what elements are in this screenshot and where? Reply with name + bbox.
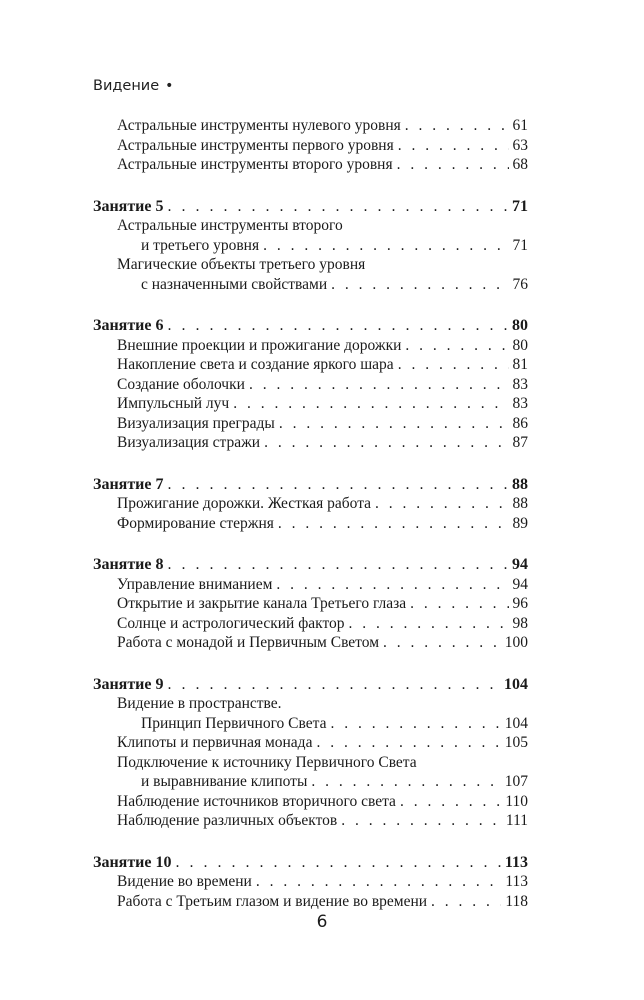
toc-page-number: 71 [512,197,528,215]
toc-chapter-entry [93,555,528,575]
toc-chapter-entry [93,197,528,217]
toc-entry [93,733,528,753]
dot-leader [278,514,509,534]
dot-leader [405,336,508,356]
toc-entry [93,494,528,514]
toc-chapter-entry [93,475,528,495]
toc-entry [93,811,528,831]
toc-entry-title: с назначенными свойствами [141,275,328,293]
dot-leader [264,433,508,453]
toc-entry [93,336,528,356]
header-bullet: • [165,78,174,94]
dot-leader [276,575,508,595]
toc-page-number: 100 [504,634,528,651]
section-gap [93,533,528,555]
dot-leader [316,733,500,753]
toc-entry-title: Астральные инструменты второго уровня [117,156,393,173]
toc-page-number: 86 [512,414,528,432]
toc-page-number: 63 [512,136,528,154]
toc-entry-title: Астральные инструменты первого уровня [117,136,394,154]
toc-entry-title: Занятие 8 [93,556,164,573]
toc-entry-title: и выравнивание клипоты [141,773,308,790]
dot-leader [398,355,509,375]
dot-leader [168,197,509,217]
toc-entry [93,694,528,714]
toc-page-number: 71 [512,236,528,254]
toc-entry-title: Управление вниманием [117,575,273,593]
dot-leader [279,414,509,434]
toc-chapter-entry [93,316,528,336]
toc-chapter-entry [93,675,528,695]
toc-page-number: 107 [504,773,528,790]
toc-entry-title: Магические объекты третьего уровня [117,256,366,273]
toc-entry [93,375,528,395]
toc-entry-title: Астральные инструменты нулевого уровня [117,117,401,134]
toc-page-number: 68 [512,156,528,173]
toc-entry [93,792,528,812]
toc-page-number: 104 [504,675,528,693]
toc-page-number: 113 [504,853,528,871]
toc-entry-title: Формирование стержня [117,514,274,532]
toc-entry [93,575,528,595]
toc-entry [93,514,528,534]
toc-entry-continuation [93,714,528,734]
dot-leader [168,475,509,495]
toc-page-number: 96 [512,595,528,612]
toc-entry-title: Занятие 9 [93,675,164,693]
toc-page-number: 81 [512,356,528,373]
toc-entry [93,136,528,156]
dot-leader [168,675,501,695]
toc-entry-continuation [93,275,528,295]
toc-page-number: 87 [512,434,528,451]
section-gap [93,653,528,675]
toc-page-number: 113 [505,873,528,890]
toc-entry-title: Визуализация стражи [117,434,261,451]
toc-entry-title: Принцип Первичного Света [141,714,327,732]
dot-leader [341,811,502,831]
toc-entry [93,872,528,892]
toc-entry [93,614,528,634]
toc-entry [93,892,528,912]
dot-leader [263,236,508,256]
toc-page-number: 83 [512,375,528,393]
toc-entry [93,116,528,136]
toc-entry [93,155,528,175]
toc-chapter-entry [93,853,528,873]
dot-leader [400,792,501,812]
toc-page-number: 105 [504,734,528,751]
running-header [93,78,173,94]
toc-entry-title: Накопление света и создание яркого шара [117,356,394,373]
toc-entry-title: Занятие 5 [93,197,164,215]
dot-leader [431,892,501,912]
toc-entry-title: Видение во времени [117,873,252,890]
toc-entry-title: Прожигание дорожки. Жесткая работа [117,495,372,512]
toc-page-number: 88 [512,495,528,512]
dot-leader [331,275,508,295]
toc-entry [93,216,528,236]
toc-entry [93,394,528,414]
toc-entry-title: Импульсный луч [117,395,230,412]
toc-entry-title: Внешние проекции и прожигание дорожки [117,336,402,354]
dot-leader [383,633,501,653]
section-gap [93,453,528,475]
toc-entry [93,255,528,275]
toc-page-number: 80 [512,317,528,334]
toc-page-number: 104 [504,714,528,732]
dot-leader [168,316,509,336]
toc-page-number: 80 [512,336,528,354]
toc-page-number: 94 [512,575,528,593]
toc-entry [93,753,528,773]
dot-leader [249,375,509,395]
page-number: 6 [316,912,328,932]
dot-leader [256,872,502,892]
toc-entry-title: Визуализация преграды [117,414,275,432]
toc-entry-title: Видение в пространстве. [117,695,282,712]
toc-page-number: 111 [505,812,528,829]
toc-entry [93,433,528,453]
toc-page-number: 98 [512,614,528,632]
toc-entry [93,355,528,375]
toc-entry-title: Создание оболочки [117,375,245,393]
running-header-title: Видение [93,78,160,94]
toc-entry-title: Солнце и астрологический фактор [117,614,345,632]
toc-entry-title: и третьего уровня [141,236,260,254]
section-gap [93,831,528,853]
section-gap [93,294,528,316]
table-of-contents [93,116,528,911]
dot-leader [311,772,500,792]
section-gap [93,175,528,197]
toc-page-number: 94 [512,556,528,573]
toc-page-number: 89 [512,514,528,532]
toc-entry-title: Занятие 10 [93,853,172,871]
toc-page-number: 83 [512,395,528,412]
toc-entry-title: Занятие 7 [93,475,164,493]
toc-entry [93,633,528,653]
toc-entry-title: Работа с монадой и Первичным Светом [117,634,380,651]
dot-leader [349,614,509,634]
dot-leader [397,155,509,175]
toc-page-number: 88 [512,475,528,493]
toc-page-number: 61 [512,117,528,134]
toc-page-number: 110 [505,792,528,810]
toc-entry [93,414,528,434]
toc-entry-title: Открытие и закрытие канала Третьего глаза [117,595,407,612]
toc-entry-title: Астральные инструменты второго [117,217,343,234]
toc-entry-title: Занятие 6 [93,317,164,334]
toc-entry-title: Клипоты и первичная монада [117,734,313,751]
toc-entry-title: Работа с Третьим глазом и видение во времени [117,892,428,910]
toc-entry-continuation [93,772,528,792]
dot-leader [176,853,501,873]
dot-leader [405,116,509,136]
dot-leader [410,594,508,614]
toc-entry [93,594,528,614]
dot-leader [233,394,508,414]
toc-entry-title: Подключение к источнику Первичного Света [117,753,417,771]
toc-page-number: 118 [505,892,528,910]
dot-leader [398,136,509,156]
toc-entry-continuation [93,236,528,256]
toc-entry-title: Наблюдение различных объектов [117,812,338,829]
dot-leader [375,494,508,514]
dot-leader [168,555,509,575]
dot-leader [330,714,500,734]
toc-entry-title: Наблюдение источников вторичного света [117,792,396,810]
toc-page-number: 76 [512,275,528,293]
